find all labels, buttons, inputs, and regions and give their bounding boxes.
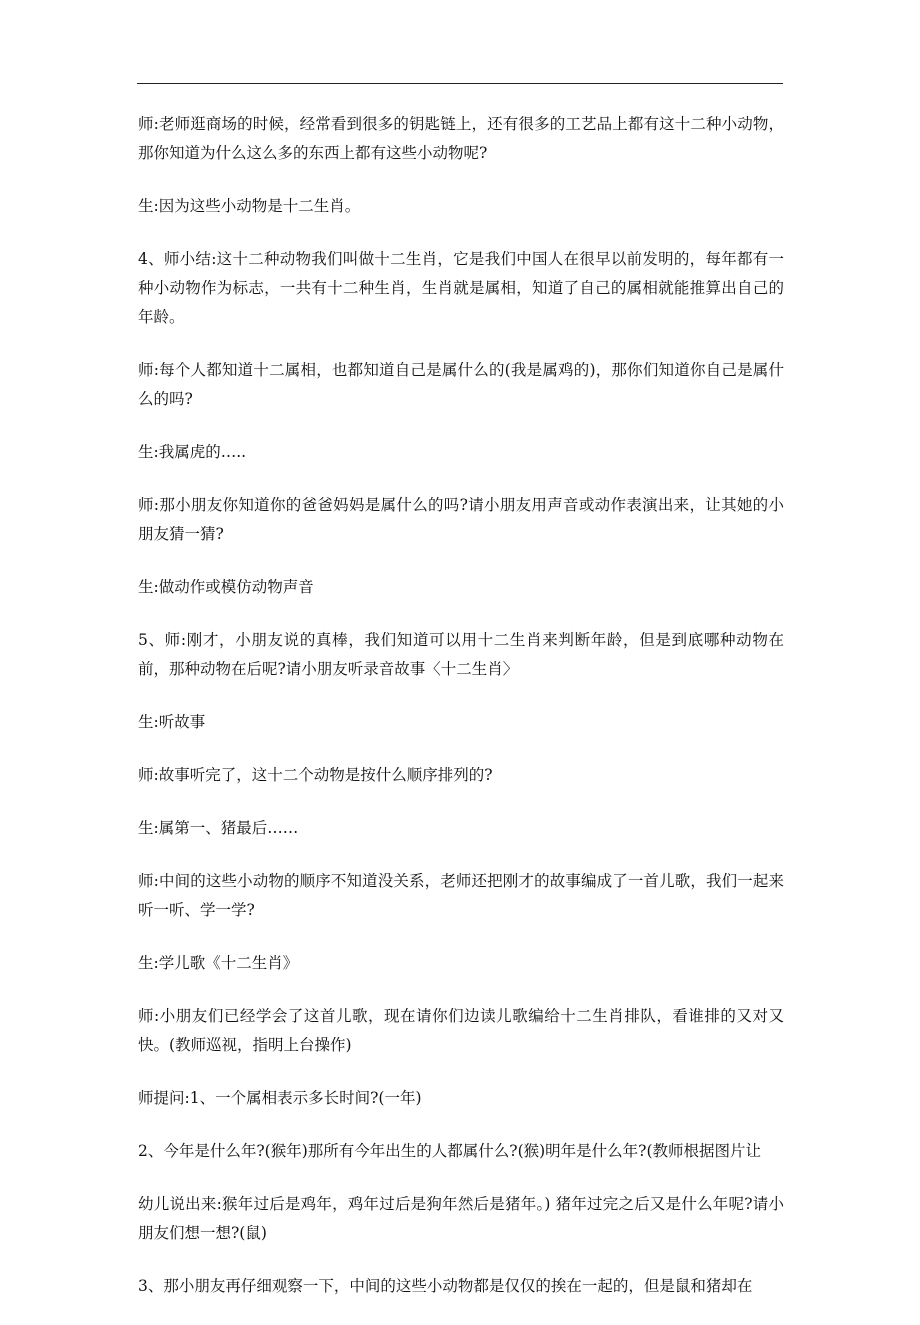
document-body bbox=[138, 110, 784, 1325]
paragraph: 生:我属虎的….. bbox=[138, 443, 247, 461]
paragraph: 师:那小朋友你知道你的爸爸妈妈是属什么的吗?请小朋友用声音或动作表演出来，让其她的小朋友猜一猜? bbox=[138, 496, 784, 543]
paragraph: 师:每个人都知道十二属相，也都知道自己是属什么的(我是属鸡的)，那你们知道你自己是属什么的吗? bbox=[138, 361, 784, 408]
paragraph: 师:老师逛商场的时候，经常看到很多的钥匙链上，还有很多的工艺品上都有这十二种小动物，那你知道为什么这么多的东西上都有这些小动物呢? bbox=[138, 115, 784, 162]
paragraph: 生:学儿歌《十二生肖》 bbox=[138, 954, 299, 972]
paragraph: 生:属第一、猪最后…… bbox=[138, 819, 299, 837]
paragraph: 3、那小朋友再仔细观察一下，中间的这些小动物都是仅仅的挨在一起的，但是鼠和猪却在 bbox=[138, 1277, 753, 1295]
paragraph: 生:做动作或模仿动物声音 bbox=[138, 578, 314, 596]
paragraph: 师提问:1、一个属相表示多长时间?(一年) bbox=[138, 1089, 422, 1107]
paragraph: 生:因为这些小动物是十二生肖。 bbox=[138, 197, 361, 215]
paragraph: 幼儿说出来:猴年过后是鸡年，鸡年过后是狗年然后是猪年。) 猪年过完之后又是什么年呢?请小朋友们想一想?(鼠) bbox=[138, 1195, 784, 1242]
paragraph: 4、师小结:这十二种动物我们叫做十二生肖，它是我们中国人在很早以前发明的，每年都有一种小动物作为标志，一共有十二种生肖，生肖就是属相，知道了自己的属相就能推算出自己的年龄。 bbox=[138, 250, 784, 326]
paragraph: 生:听故事 bbox=[138, 713, 206, 731]
paragraph: 师:故事听完了，这十二个动物是按什么顺序排列的? bbox=[138, 766, 493, 784]
paragraph: 2、今年是什么年?(猴年)那所有今年出生的人都属什么?(猴)明年是什么年?(教师根据图片让 bbox=[138, 1142, 762, 1160]
header-divider bbox=[137, 83, 783, 84]
paragraph: 师:中间的这些小动物的顺序不知道没关系，老师还把刚才的故事编成了一首儿歌，我们一起来听一听、学一学? bbox=[138, 872, 784, 919]
paragraph: 师:小朋友们已经学会了这首儿歌，现在请你们边读儿歌编给十二生肖排队，看谁排的又对又快。(教师巡视，指明上台操作) bbox=[138, 1007, 784, 1054]
paragraph: 5、师:刚才，小朋友说的真棒，我们知道可以用十二生肖来判断年龄，但是到底哪种动物在前，那种动物在后呢?请小朋友听录音故事〈十二生肖〉 bbox=[138, 631, 784, 678]
